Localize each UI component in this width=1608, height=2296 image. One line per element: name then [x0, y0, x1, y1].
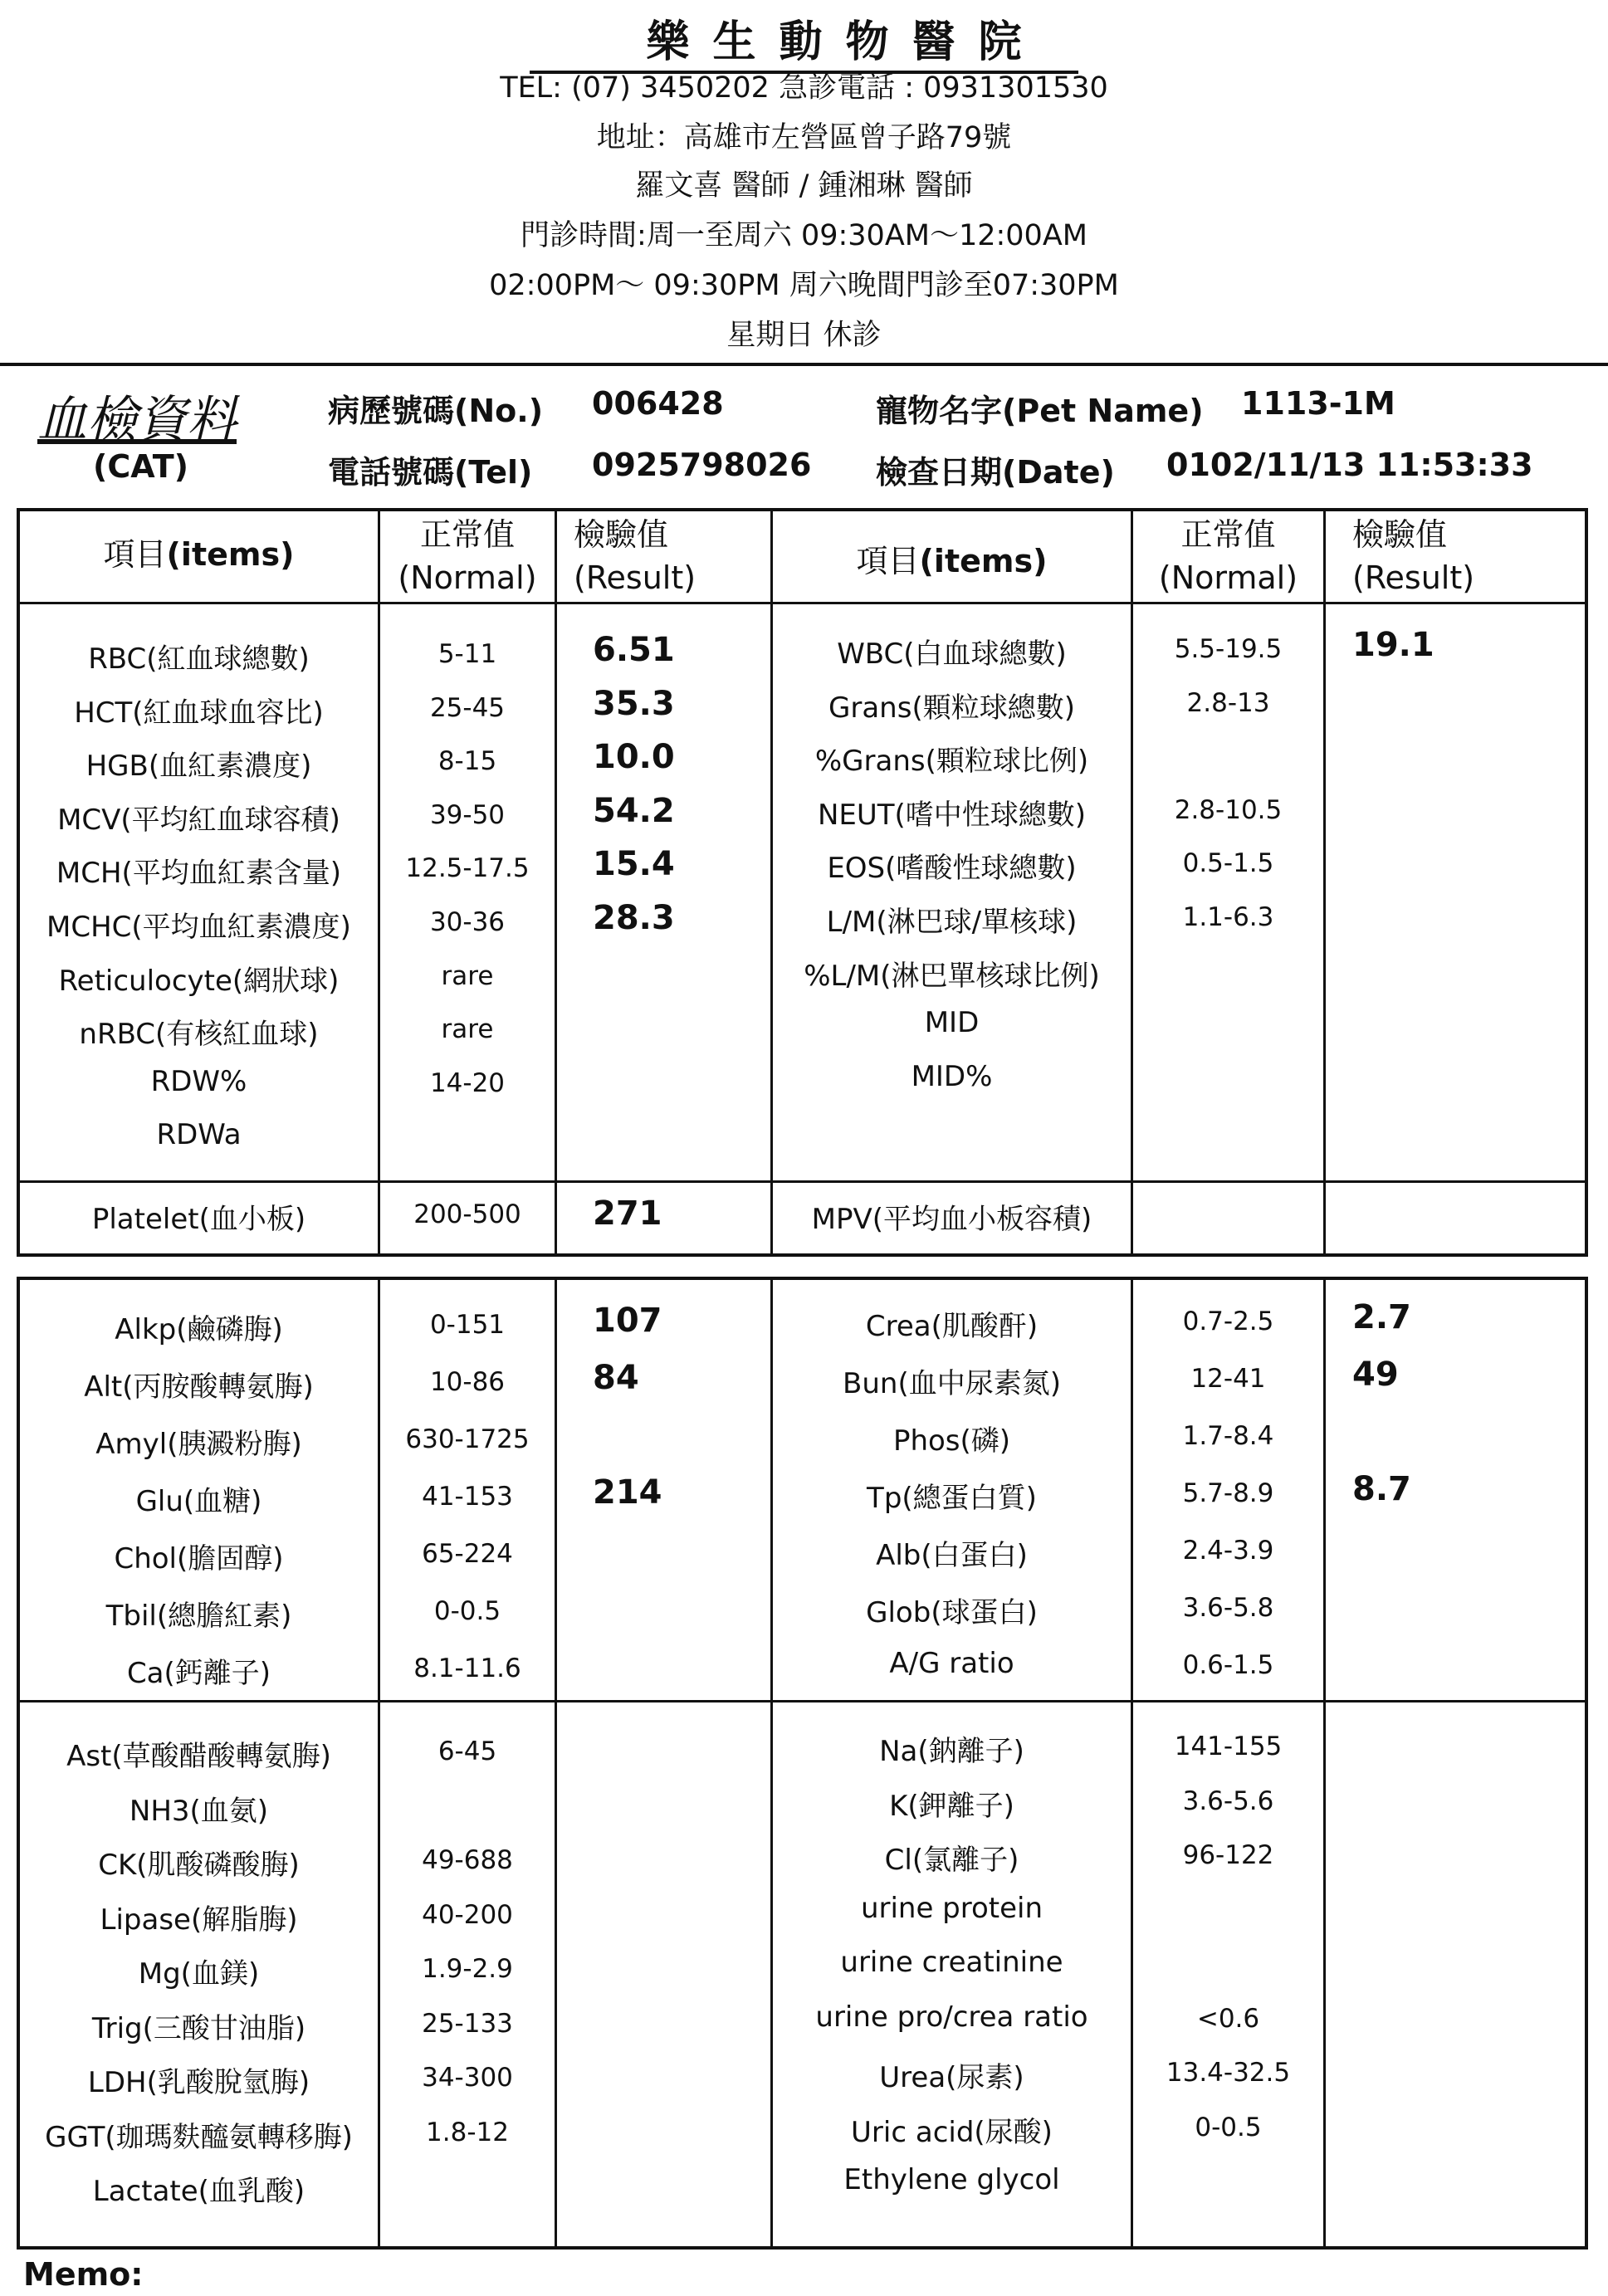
tel-value: 0925798026: [592, 447, 812, 483]
chem2-right-row-item: Urea(尿素): [879, 2061, 1024, 2094]
cbc-left-row-normal: 14-20: [429, 1067, 506, 1098]
chem2-right-row-normal: <0.6: [1196, 2003, 1260, 2034]
cbc-right-row-item: Grans(顆粒球總數): [828, 691, 1075, 725]
chem-right-row-result: 49: [1352, 1356, 1399, 1394]
chem2-right-row-item: Na(鈉離子): [879, 1735, 1024, 1768]
memo-label: Memo:: [23, 2256, 144, 2293]
chem2-left-row-item: Lipase(解脂脢): [100, 1903, 298, 1937]
chem-left-row-item: Alt(丙胺酸轉氨脢): [84, 1370, 314, 1404]
platelet-left-normal: 200-500: [413, 1199, 521, 1229]
chem2-left-row-normal: 6-45: [437, 1737, 497, 1766]
report-species: (CAT): [93, 448, 189, 485]
chem2-left-row-normal: 34-300: [422, 2063, 513, 2093]
chem-right-row-item: Alb(白蛋白): [876, 1539, 1028, 1572]
chem2-left-row-normal: 1.9-2.9: [422, 1954, 513, 1984]
chem-right-row-normal: 1.7-8.4: [1182, 1421, 1274, 1451]
cbc-left-row-item: MCH(平均血紅素含量): [56, 857, 342, 891]
cbc-left-row-normal: 5-11: [437, 639, 497, 669]
chem-left-row-result: 84: [593, 1359, 639, 1397]
report-title: 血檢資料: [37, 391, 237, 449]
chem-right-row-normal: 5.7-8.9: [1182, 1478, 1274, 1508]
cbc-left-row-normal: 25-45: [429, 692, 506, 723]
clinic-hours-2: 02:00PM～ 09:30PM 周六晚間門診至07:30PM: [489, 269, 1119, 302]
chem-left-row-normal: 630-1725: [405, 1424, 530, 1454]
cbc-left-row-item: MCHC(平均血紅素濃度): [46, 911, 351, 944]
platelet-left-item: Platelet(血小板): [91, 1203, 306, 1236]
chem2-right-row-item: Ethylene glycol: [843, 2163, 1060, 2196]
chem2-right-row-normal: 13.4-32.5: [1166, 2058, 1291, 2088]
chem-left-row-item: Glu(血糖): [135, 1485, 262, 1518]
cbc-left-row-result: 6.51: [593, 631, 675, 669]
chem2-left-row-item: CK(肌酸磷酸脢): [98, 1849, 300, 1882]
chem2-left-row-item: LDH(乳酸脫氫脢): [87, 2066, 310, 2099]
cbc-right-row-result: 19.1: [1352, 626, 1434, 664]
cbc-left-row-normal: 39-50: [429, 799, 506, 830]
cbc-left-row-item: RDWa: [156, 1118, 242, 1152]
chem2-right-row-item: urine protein: [860, 1891, 1043, 1925]
cbc-left-row-item: Reticulocyte(網狀球): [58, 964, 340, 998]
cbc-right-row-item: %Grans(顆粒球比例): [814, 745, 1089, 779]
cbc-left-row-result: 28.3: [593, 899, 675, 937]
chem-right-row-result: 2.7: [1352, 1298, 1411, 1336]
chem2-right-row-normal: 3.6-5.6: [1182, 1786, 1274, 1816]
cbc-right-row-item: MID%: [911, 1059, 993, 1093]
platelet-right-item: MPV(平均血小板容積): [811, 1203, 1092, 1236]
header-result-right: 檢驗值 (Result): [1352, 516, 1475, 596]
chem-right-row-normal: 0.6-1.5: [1182, 1650, 1274, 1680]
cbc-left-row-normal: rare: [441, 960, 494, 991]
chem2-left-row-item: NH3(血氨): [129, 1794, 269, 1828]
chem2-left-row-normal: 40-200: [422, 1899, 513, 1930]
chem-left-row-item: Alkp(鹼磷脢): [115, 1313, 283, 1346]
cbc-right-row-item: WBC(白血球總數): [837, 638, 1067, 671]
cbc-right-row-item: MID: [924, 1006, 980, 1040]
chem2-right-row-item: Cl(氯離子): [884, 1844, 1019, 1877]
chem-left-row-normal: 41-153: [422, 1482, 513, 1512]
cbc-left-row-result: 35.3: [593, 684, 675, 723]
exam-date-value: 0102/11/13 11:53:33: [1166, 447, 1533, 483]
chem-left-row-item: Ca(鈣離子): [126, 1657, 271, 1690]
clinic-tel: TEL: (07) 3450202 急診電話 : 0931301530: [500, 71, 1108, 105]
chem2-right-row-normal: 141-155: [1174, 1732, 1283, 1761]
cbc-table: [17, 508, 1588, 1257]
chem-right-row-item: Crea(肌酸酐): [865, 1310, 1039, 1343]
cbc-left-row-result: 10.0: [593, 738, 675, 777]
chem-right-row-item: Bun(血中尿素氮): [843, 1367, 1061, 1400]
chem2-right-row-item: urine creatinine: [840, 1946, 1063, 1979]
chem2-left-row-item: Ast(草酸醋酸轉氨脢): [66, 1740, 331, 1773]
cbc-right-row-item: L/M(淋巴球/單核球): [826, 906, 1078, 939]
chem-right-row-result: 8.7: [1352, 1470, 1411, 1508]
chemistry-table: [17, 1277, 1588, 2250]
cbc-left-row-item: HGB(血紅素濃度): [86, 750, 312, 784]
pet-name-label: 寵物名字(Pet Name): [876, 393, 1204, 429]
clinic-address: 地址：高雄市左營區曾子路79號: [596, 121, 1012, 154]
cbc-left-row-normal: 12.5-17.5: [405, 853, 530, 884]
chem2-right-row-normal: 96-122: [1182, 1840, 1274, 1870]
chem-right-row-normal: 3.6-5.8: [1182, 1593, 1274, 1623]
chem2-left-row-normal: 25-133: [422, 2008, 513, 2039]
clinic-doctors: 羅文喜 醫師 / 鍾湘琳 醫師: [635, 169, 973, 203]
cbc-right-row-item: %L/M(淋巴單核球比例): [804, 959, 1100, 993]
header-normal-left: 正常值 (Normal): [398, 516, 537, 596]
chem-left-row-result: 214: [593, 1473, 662, 1512]
cbc-right-row-normal: 2.8-10.5: [1174, 794, 1283, 825]
chem-left-row-item: Amyl(胰澱粉脢): [95, 1428, 302, 1461]
chem-right-row-item: A/G ratio: [889, 1647, 1014, 1680]
chem2-left-row-item: Lactate(血乳酸): [92, 2175, 305, 2208]
chem-right-row-item: Phos(磷): [892, 1424, 1011, 1458]
cbc-right-row-item: NEUT(嗜中性球總數): [817, 798, 1087, 832]
cbc-left-row-item: MCV(平均紅血球容積): [57, 803, 340, 837]
chem2-right-row-item: urine pro/crea ratio: [815, 2000, 1088, 2034]
header-normal-right: 正常值 (Normal): [1158, 516, 1298, 596]
cbc-left-row-result: 15.4: [593, 845, 675, 884]
chem-right-row-normal: 12-41: [1190, 1364, 1266, 1394]
chem-left-row-normal: 0-0.5: [433, 1596, 501, 1626]
chem-right-row-normal: 2.4-3.9: [1182, 1536, 1274, 1566]
chem2-left-row-normal: 1.8-12: [426, 2117, 509, 2147]
chem-left-row-normal: 0-151: [429, 1310, 506, 1340]
clinic-hours-1: 門診時間:周一至周六 09:30AM～12:00AM: [521, 219, 1087, 252]
chem-right-row-item: Tp(總蛋白質): [867, 1482, 1037, 1515]
chem-left-row-result: 107: [593, 1302, 662, 1340]
header-items-left: 項目(items): [103, 536, 295, 573]
chem2-left-row-item: GGT(珈瑪麩醯氨轉移脢): [45, 2120, 353, 2154]
cbc-left-row-item: HCT(紅血球血容比): [74, 696, 324, 730]
cbc-left-row-item: RDW%: [150, 1064, 247, 1098]
record-no-label: 病歷號碼(No.): [328, 393, 544, 429]
record-no-value: 006428: [592, 385, 724, 422]
tel-label: 電話號碼(Tel): [328, 454, 533, 491]
header-divider: [0, 363, 1608, 366]
platelet-left-result: 271: [593, 1194, 662, 1233]
header-result-left: 檢驗值 (Result): [574, 516, 696, 596]
cbc-left-row-item: RBC(紅血球總數): [88, 642, 310, 676]
cbc-right-row-normal: 1.1-6.3: [1182, 902, 1274, 932]
clinic-closed: 星期日 休診: [726, 319, 882, 352]
chem-left-row-normal: 65-224: [422, 1539, 513, 1569]
chem-right-row-item: Glob(球蛋白): [866, 1596, 1038, 1629]
exam-date-label: 檢查日期(Date): [876, 454, 1115, 491]
chem2-right-row-normal: 0-0.5: [1195, 2112, 1262, 2142]
cbc-left-row-normal: 30-36: [429, 907, 506, 937]
chem2-right-row-item: Uric acid(尿酸): [851, 2115, 1053, 2149]
cbc-left-row-normal: 8-15: [437, 746, 497, 777]
chem2-left-row-item: Trig(三酸甘油脂): [91, 2011, 306, 2045]
chem-left-row-normal: 10-86: [429, 1367, 506, 1397]
cbc-right-row-normal: 0.5-1.5: [1182, 848, 1274, 879]
chem-left-row-item: Tbil(總膽紅素): [105, 1600, 292, 1633]
cbc-right-row-item: EOS(嗜酸性球總數): [827, 852, 1077, 886]
clinic-name: 樂生動物醫院: [0, 7, 1608, 69]
chem-right-row-normal: 0.7-2.5: [1182, 1307, 1274, 1336]
chem-left-row-normal: 8.1-11.6: [413, 1654, 521, 1683]
chem2-left-row-item: Mg(血鎂): [138, 1957, 260, 1991]
header-items-right: 項目(items): [856, 543, 1048, 579]
cbc-left-row-item: nRBC(有核紅血球): [79, 1018, 319, 1052]
chem2-right-row-item: K(鉀離子): [889, 1789, 1014, 1823]
cbc-right-row-normal: 2.8-13: [1186, 687, 1270, 718]
cbc-right-row-normal: 5.5-19.5: [1174, 634, 1283, 664]
chem2-left-row-normal: 49-688: [422, 1845, 513, 1875]
chem-left-row-item: Chol(膽固醇): [114, 1542, 284, 1575]
pet-name-value: 1113-1M: [1241, 385, 1395, 422]
cbc-left-row-result: 54.2: [593, 791, 675, 830]
cbc-left-row-normal: rare: [441, 1014, 494, 1045]
